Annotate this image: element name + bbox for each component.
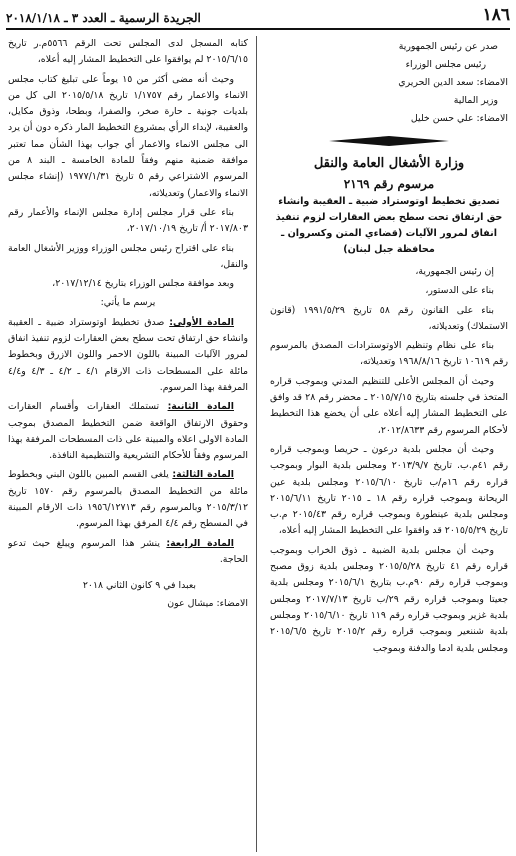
article [8, 315, 248, 396]
body-paragraph: وحيث أنه مضى أكثر من ١٥ يوماً على تبليغ كتاب مجلس الانماء والاعمار رقم ١/١٧٥٧ تاريخ ٢٠١٥/٥/١٨ الى كل من بلديات جونية ـ حارة صخر، والصفرا، وبطحا، وذوق مكايل، والعقيبة، لإبداء الرأي بمشروع التخطيط المار ذكره دون أن يرد الى مجلس الانماء والاعمار أي جواب بهذا الشأن مما تعتبر موافقة ضمنية منهم وفقاً للمادة الخامسة ـ البند ٨ من المرسوم الاشتراعي رقم ٥ تاريخ ١٩٧٧/١/٣١ (إنشاء مجلس الانماء والاعمار) وتعديلاته، [8, 73, 248, 199]
left-column [8, 36, 248, 852]
preamble-paragraph: بناء على الدستور، [425, 285, 494, 297]
decree-number: مرسوم رقم ٢١٦٩ [343, 177, 435, 191]
article-text: يلغى القسم المبين باللون البني وبخطوط مائلة من التخطيط المصدق بالمرسوم رقم ١٥٧٠ تاريخ ٢٠١٥/٣/١٢ وبالمرسوم رقم ١٩٥٦/١٢٧١٣ ذات الارقام المبينة في المسطح رقم ٤/٤ المرفق بهذا المرسوم. [8, 469, 248, 530]
article-label: المادة الأولى: [169, 316, 234, 328]
article-label: المادة الرابعة: [166, 537, 234, 549]
preamble-paragraph: بناء على القانون رقم ٥٨ تاريخ ١٩٩١/٥/٢٩ (قانون الاستملاك) وتعديلاته، [270, 304, 508, 332]
closing-signature: الامضاء: ميشال عون [167, 598, 248, 610]
article-text: صدق تخطيط اوتوستراد ضبية ـ العقيبة وانشاء حق ارتفاق تحت سطح بعض العقارات لزوم تنفيذ انفاق لمرور الآليات المبينة باللون الاحمر واللون الازرق وبخطوط مائلة على المسطحات ذات الارقام ٤/١ ـ ٤/٢ ـ ٤/٣ و٤/٤ المرفقة بهذا المرسوم. [8, 316, 248, 393]
article [8, 399, 248, 464]
right-column [270, 36, 508, 852]
ministry-heading: وزارة الأشغال العامة والنقل [313, 156, 465, 171]
decrees-heading: يرسم ما يأتي: [100, 297, 156, 309]
article [8, 467, 248, 532]
signature-line: الامضاء: علي حسن خليل [410, 113, 508, 124]
signature-line: صدر عن رئيس الجمهورية [398, 41, 498, 52]
signature-line: الامضاء: سعد الدين الحريري [398, 77, 508, 88]
preamble-paragraph: وحيث أن المجلس الأعلى للتنظيم المدني وبموجب قراره المتخذ في جلسته بتاريخ ٢٠١٥/٧/١٥ ـ محضر رقم ٢٨ قد وافق على التخطيط المشار إليه أعلاه على أن يخضع هذا التخطيط لأحكام المرسوم رقم ٢٠١٢/٨٦٣٣، [270, 375, 508, 436]
signature-line: رئيس مجلس الوزراء [405, 59, 486, 70]
preamble-paragraph: وحيث أن مجلس بلدية الضبية ـ ذوق الخراب وبموجب قراره رقم ٤١ تاريخ ٢٠١٥/٥/٢٨ ومجلس بلدية زوق مصبح وبموجب قراره رقم ٩٠م.ب بتاريخ ٢٠١٥/٦/١ ومجلس بلدية جعيتا وبموجب قراره رقم ٢٩/ب تاريخ ٢٠١٧/٧/١٣ ومجلس بلدية غزير وبموجب قراره رقم ١١٩ تاريخ ٢٠١٥/٦/١٠ ومجلس بلدية شننعير وبموجب قراره رقم ٢٠١٥/٢ تاريخ ٢٠١٥/٦/٥ ومجلس بلدية ادما والدفنة وبموجب [270, 544, 508, 654]
body-paragraph: بناء على اقتراح رئيس مجلس الوزراء ووزير الأشغال العامة والنقل، [8, 242, 248, 270]
column-divider [256, 36, 257, 852]
closing-date: بعبدا في ٩ كانون الثاني ٢٠١٨ [82, 580, 196, 592]
gazette-issue-title: الجريدة الرسمية ـ العدد ٣ ـ ٢٠١٨/١/١٨ [6, 11, 201, 25]
divider-diamond-icon [329, 135, 449, 147]
body-paragraph: بناء على قرار مجلس إدارة مجلس الإنماء والأعمار رقم ٢٠١٧/٨٠٣ أ/ تاريخ ٢٠١٧/١٠/١٩، [8, 206, 248, 235]
page-header [6, 4, 510, 30]
preamble-paragraph: بناء على نظام وتنظيم الاوتوسترادات المصدق بالمرسوم رقم ١٠٦١٩ تاريخ ١٩٦٨/٨/١٦ وتعديلاته، [270, 340, 508, 368]
signature-line: وزير المالية [453, 95, 498, 106]
article-text: ينشر هذا المرسوم ويبلغ حيث تدعو الحاجة. [8, 537, 248, 565]
page-number: ١٨٦ [482, 5, 510, 25]
body-paragraph: كتابه المسجل لدى المجلس تحت الرقم ٥٥٦٦م.ر تاريخ ٢٠١٥/٦/١٥ لم يوافقوا على التخطيط المشار إليه أعلاه، [8, 38, 248, 66]
article-label: المادة الثالثة: [172, 469, 234, 481]
preamble-paragraph: إن رئيس الجمهورية، [415, 266, 494, 277]
body-paragraph: وبعد موافقة مجلس الوزراء بتاريخ ٢٠١٧/١٢/١٤، [52, 278, 234, 290]
section-divider-ornament [270, 134, 508, 148]
article [8, 536, 248, 569]
preamble-paragraph: وحيث أن مجلس بلدية درعون ـ حريصا وبموجب قراره رقم ٤١م.ب. تاريخ ٢٠١٣/٩/٧ ومجلس بلدية البوار وبموجب قراره رقم ١٦م/ب تاريخ ٢٠١٥/٦/١٠ ومجلس بلدية عين الريحانة وبموجب قراره رقم ١٨ ـ ٢٠١٥ تاريخ ٢٠١٥/٦/١١ ومجلس بلدية عينطورة وبموجب قراره رقم ٢٠١٥/٤٣ م.ب تاريخ ٢٠١٥/٥/٢٩ قد وافقوا على التخطيط المشار إليه أعلاه، [270, 443, 508, 537]
signature-block-previous [270, 38, 508, 128]
article-label: المادة الثانية: [167, 401, 234, 413]
decree-title: تصديق تخطيط اوتوستراد ضبية ـ العقيبة وانشاء حق ارتفاق تحت سطح بعض العقارات لزوم تنفيذ انفاق لمرور الآليات (قضاءي المتن وكسروان ـ محافظة جبل لبنان) [275, 196, 503, 255]
article-text: تستملك العقارات وأقسام العقارات وحقوق الارتفاق الواقعة ضمن التخطيط المصدق بموجب المادة الاولى اعلاه والمبينة على ذات المسطحات المرفقة بهذا المرسوم وفقاً للأحكام التشريعية والتنظيمية النافذة. [8, 401, 248, 462]
